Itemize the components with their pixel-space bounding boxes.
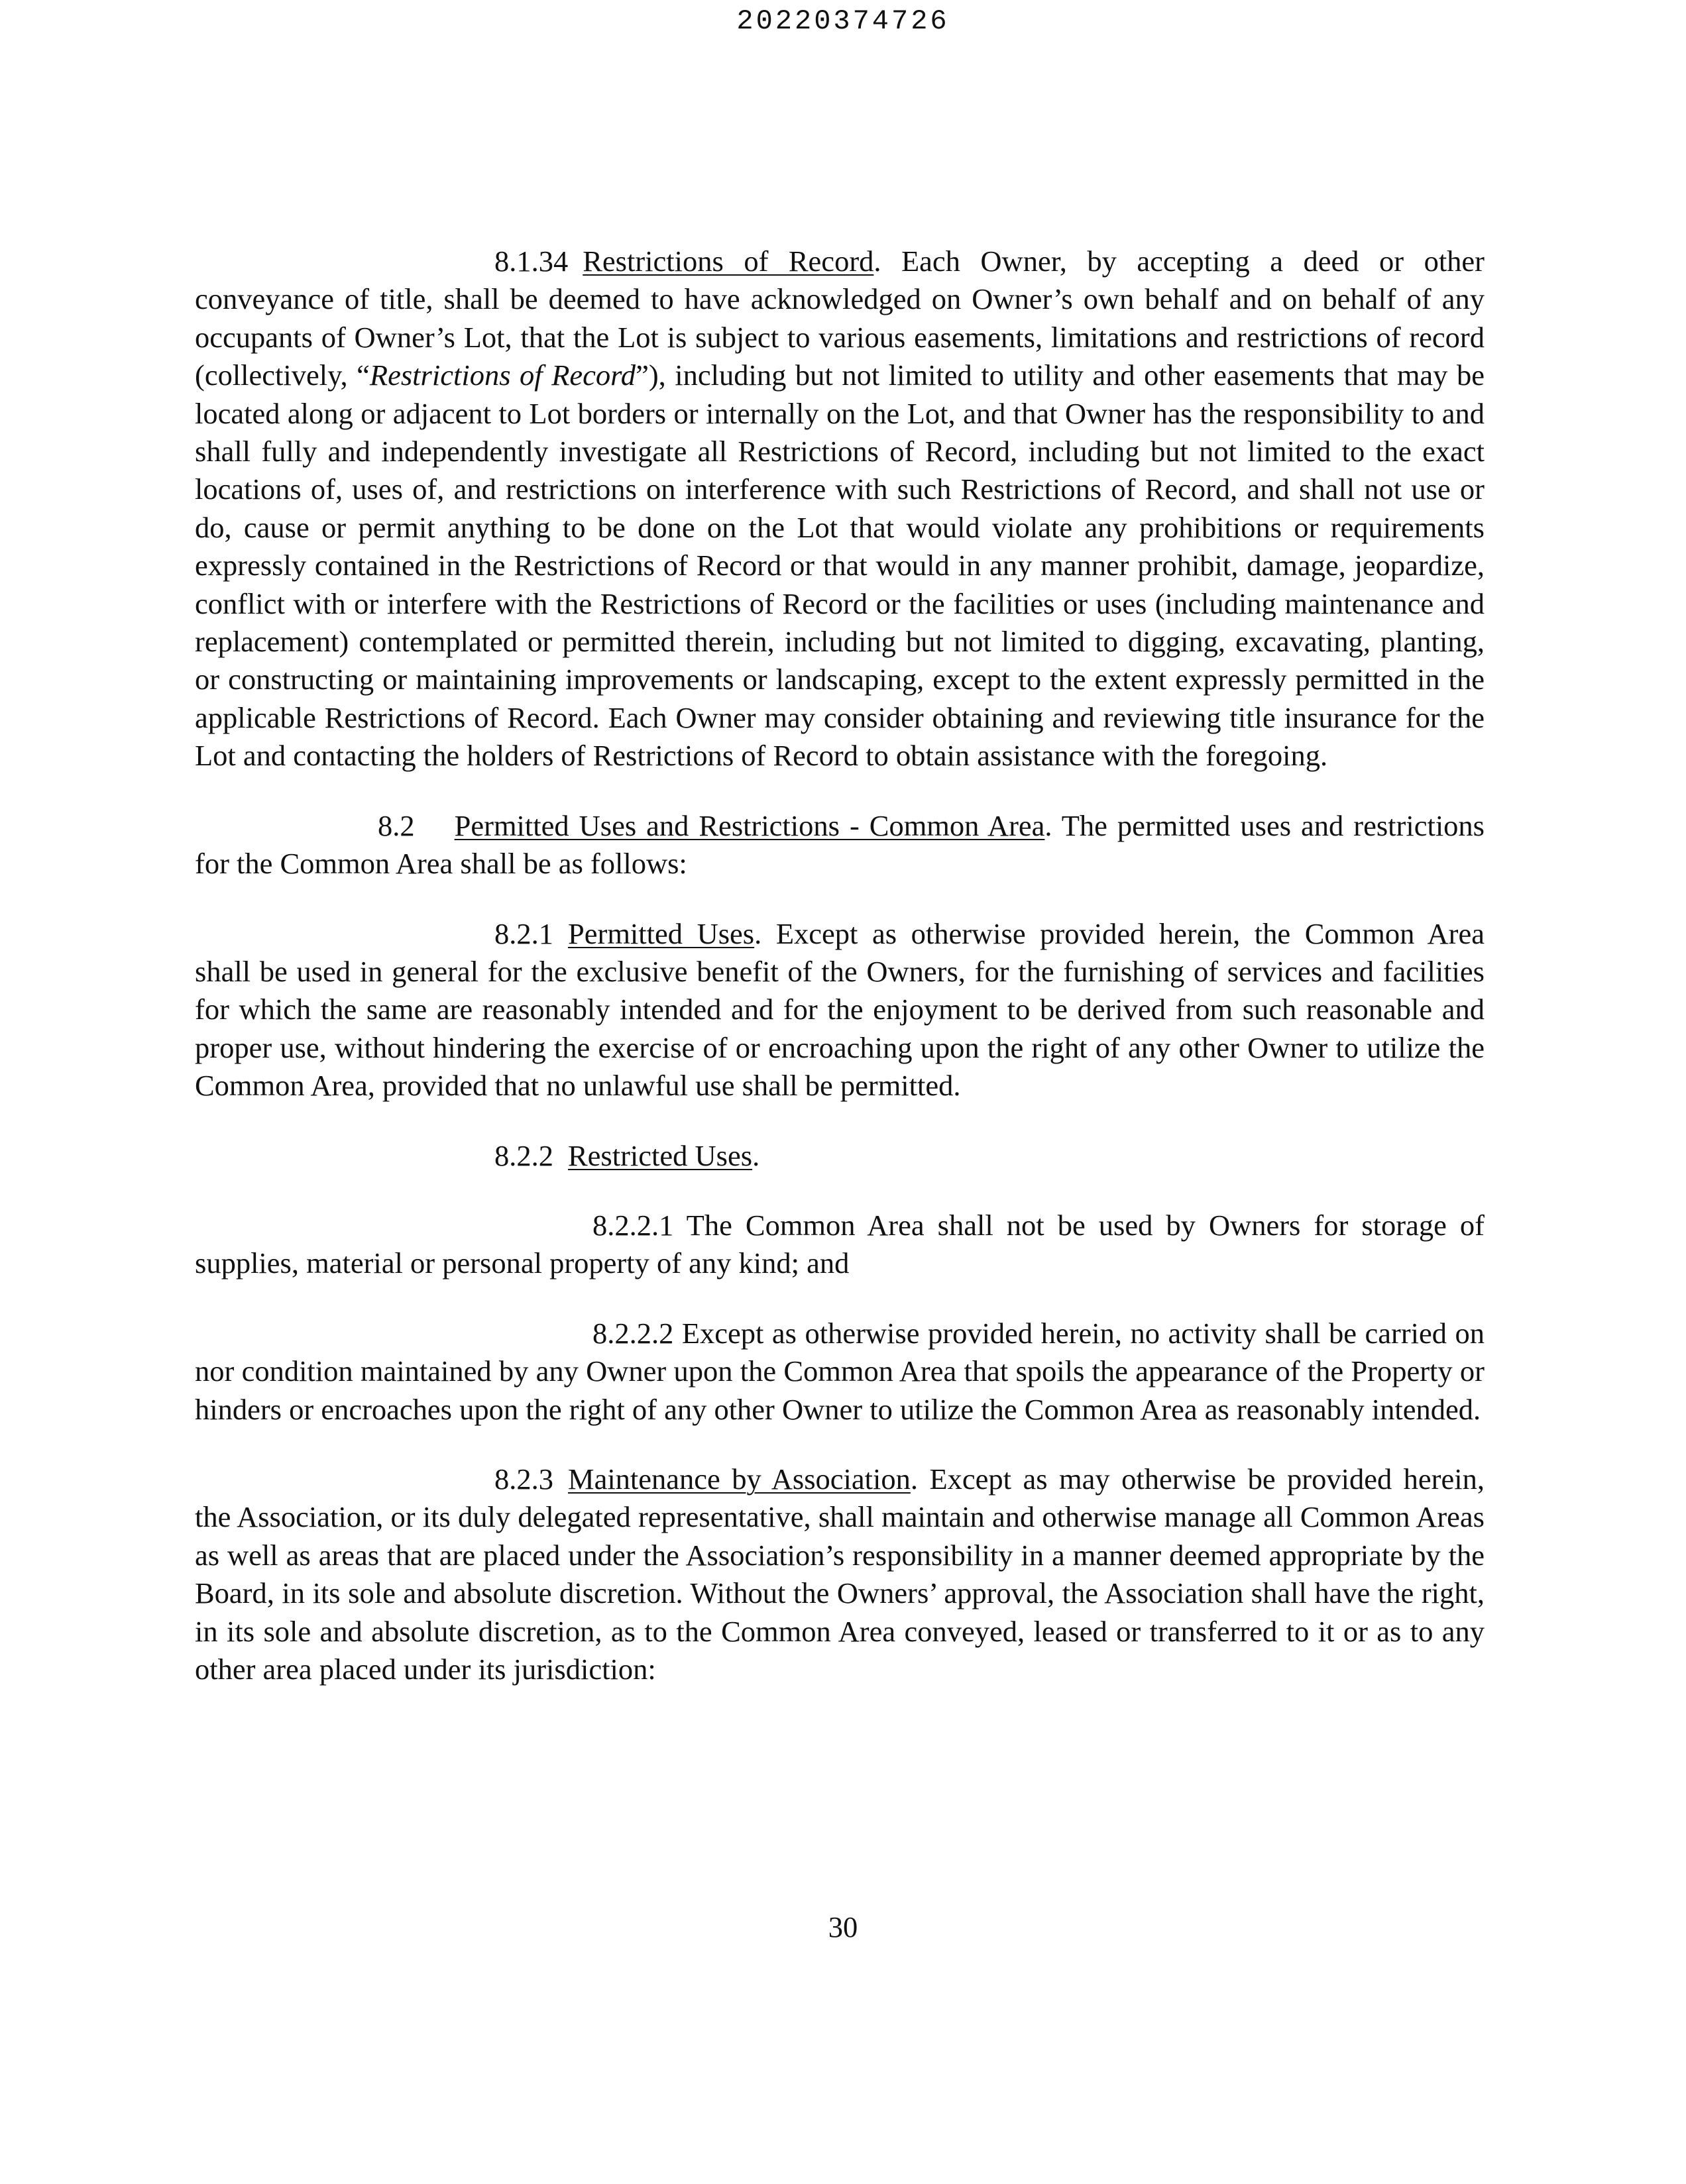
section-8-2-2-2 xyxy=(195,1315,1485,1429)
section-8-2-2 xyxy=(195,1137,1485,1175)
section-number: 8.2 xyxy=(378,808,415,842)
section-text: . Each Owner, by accepting a deed or other conveyance of title, shall be deemed to have acknowledged on Owner’s own behalf and on behalf of any occupants of Owner’s Lot, that the Lot is subject to various easements, limitations and restrictions of record (collectively, “ xyxy=(195,245,1485,392)
section-text: . Except as otherwise provided herein, the Common Area shall be used in general for the exclusive benefit of the Owners, for the furnishing of services and facilities for which the same are reasonably intended and for the enjoyment to be derived from such reasonable and proper use, without hindering the exercise of or encroaching upon the right of any other Owner to utilize the Common Area, provided that no unlawful use shall be permitted. xyxy=(195,916,1485,1103)
section-number: 8.2.2 xyxy=(494,1138,553,1172)
defined-term: Restrictions of Record xyxy=(369,358,636,392)
section-8-2 xyxy=(195,807,1485,883)
page-number: 30 xyxy=(828,1910,858,1943)
section-heading: Restricted Uses xyxy=(568,1138,753,1172)
section-number: 8.2.3 xyxy=(494,1462,553,1496)
section-number: 8.2.1 xyxy=(494,916,553,950)
document-body xyxy=(195,243,1485,1688)
section-heading: Maintenance by Association xyxy=(568,1462,911,1496)
section-text: . The permitted uses and restrictions for the Common Area shall be as follows: xyxy=(195,808,1485,881)
section-number: 8.2.2.2 xyxy=(592,1316,674,1350)
section-8-2-1 xyxy=(195,915,1485,1105)
document-number: 20220374726 xyxy=(736,5,950,37)
section-text: Except as otherwise provided herein, no activity shall be carried on nor condition maintained by any Owner upon the Common Area that spoils the appearance of the Property or hinders or encroaches upon the right of any other Owner to utilize the Common Area as reasonably intended. xyxy=(195,1316,1485,1426)
section-number: 8.1.34 xyxy=(494,245,569,278)
section-heading: Permitted Uses and Restrictions - Common Area xyxy=(454,808,1045,842)
section-text: . xyxy=(752,1138,760,1172)
section-heading: Permitted Uses xyxy=(568,916,755,950)
section-text-continued: ”), including but not limited to utility and other easements that may be located along or adjacent to Lot borders or internally on the Lot, and that Owner has the responsibility to and shall fully and independently investigate all Restrictions of Record, including but not limited to the exact locations of, uses of, and restrictions on interference with such Restrictions of Record, and shall not use or do, cause or permit anything to be done on the Lot that would violate any prohibitions or requirements expressly contained in the Restrictions of Record or that would in any manner prohibit, damage, jeopardize, conflict with or interfere with the Restrictions of Record or the facilities or uses (including maintenance and replacement) contemplated or permitted therein, including but not limited to digging, excavating, planting, or constructing or maintaining improvements or landscaping, except to the extent expressly permitted in the applicable Restrictions of Record. Each Owner may consider obtaining and reviewing title insurance for the Lot and contacting the holders of Restrictions of Record to obtain assistance with the foregoing. xyxy=(195,358,1485,773)
section-8-2-3 xyxy=(195,1460,1485,1688)
section-8-1-34 xyxy=(195,243,1485,775)
section-text: . Except as may otherwise be provided herein, the Association, or its duly delegated representative, shall maintain and otherwise manage all Common Areas as well as areas that are placed under the Association’s responsibility in a manner deemed appropriate by the Board, in its sole and absolute discretion. Without the Owners’ approval, the Association shall have the right, in its sole and absolute discretion, as to the Common Area conveyed, leased or transferred to it or as to any other area placed under its jurisdiction: xyxy=(195,1462,1485,1686)
section-number: 8.2.2.1 xyxy=(592,1208,674,1242)
section-8-2-2-1 xyxy=(195,1207,1485,1283)
section-heading: Restrictions of Record xyxy=(583,245,874,278)
section-text: The Common Area shall not be used by Owners for storage of supplies, material or personal property of any kind; and xyxy=(195,1208,1485,1280)
